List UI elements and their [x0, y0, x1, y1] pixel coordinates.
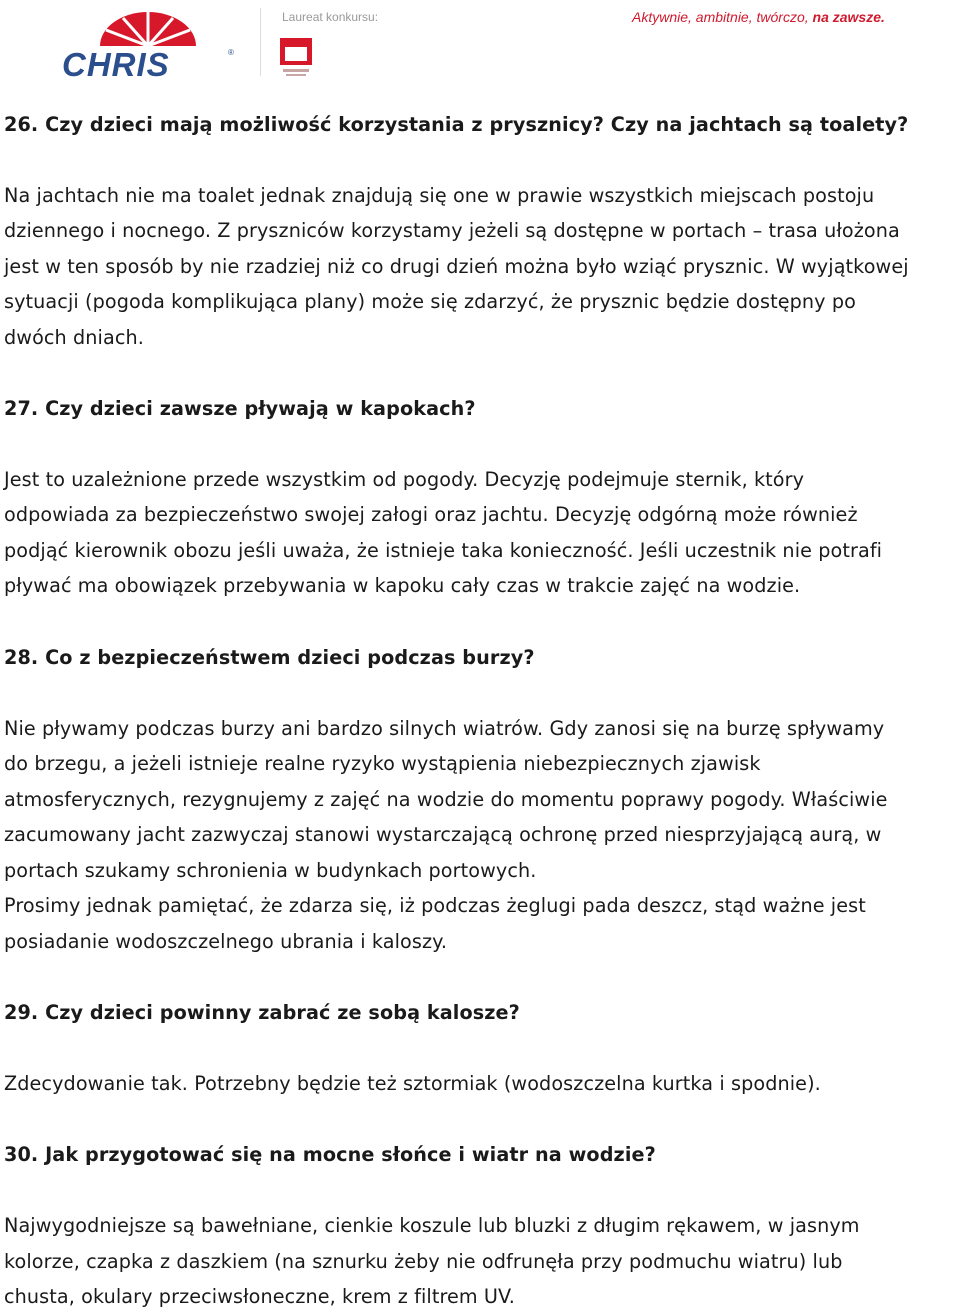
- faq-answer-line: Na jachtach nie ma toalet jednak znajdują się one w prawie wszystkich miejscach postoju: [4, 184, 875, 207]
- faq-answer-line: Nie pływamy podczas burzy ani bardzo silnych wiatrów. Gdy zanosi się na burzę spływamy: [4, 717, 885, 740]
- faq-answer-line: atmosferycznych, rezygnujemy z zajęć na wodzie do momentu poprawy pogody. Właściwie: [4, 788, 888, 811]
- registered-mark: ®: [228, 48, 234, 57]
- faq-question-26: 26. Czy dzieci mają możliwość korzystania z prysznicy? Czy na jachtach są toalety?: [4, 113, 909, 136]
- faq-answer-line: zacumowany jacht zazwyczaj stanowi wystarczającą ochronę przed niesprzyjającą aurą, w: [4, 823, 882, 846]
- faq-answer-line: portach szukamy schronienia w budynkach portowych.: [4, 859, 537, 882]
- slogan-main: Aktywnie, ambitnie, twórczo,: [632, 9, 813, 25]
- faq-answer-line: posiadanie wodoszczelnego ubrania i kaloszy.: [4, 930, 448, 953]
- faq-answer-line: do brzegu, a jeżeli istnieje realne ryzyko wystąpienia niebezpiecznych zjawisk: [4, 752, 761, 775]
- faq-answer-line: podjąć kierownik obozu jeśli uważa, że istnieje taka konieczność. Jeśli uczestnik nie potrafi: [4, 539, 883, 562]
- award-logo-icon: [280, 38, 312, 78]
- faq-answer-line: chusta, okulary przeciwsłoneczne, krem z filtrem UV.: [4, 1285, 515, 1308]
- header-divider: [260, 8, 261, 76]
- page-header: [0, 0, 960, 82]
- faq-question-29: 29. Czy dzieci powinny zabrać ze sobą kalosze?: [4, 1001, 520, 1024]
- faq-answer-line: jest w ten sposób by nie rzadziej niż co drugi dzień można było wziąć prysznic. W wyjątkowej: [4, 255, 909, 278]
- faq-question-27: 27. Czy dzieci zawsze pływają w kapokach?: [4, 397, 476, 420]
- laureat-label: Laureat konkursu:: [282, 10, 379, 24]
- faq-answer-line: kolorze, czapka z daszkiem (na sznurku żeby nie odfrunęła przy podmuchu wiatru) lub: [4, 1250, 843, 1273]
- slogan-bold: na zawsze.: [812, 9, 885, 25]
- faq-answer-line: Najwygodniejsze są bawełniane, cienkie koszule lub bluzki z długim rękawem, w jasnym: [4, 1214, 860, 1237]
- faq-answer-line: Zdecydowanie tak. Potrzebny będzie też sztormiak (wodoszczelna kurtka i spodnie).: [4, 1072, 821, 1095]
- faq-answer-line: pływać ma obowiązek przebywania w kapoku cały czas w trakcie zajęć na wodzie.: [4, 574, 801, 597]
- faq-question-30: 30. Jak przygotować się na mocne słońce i wiatr na wodzie?: [4, 1143, 656, 1166]
- faq-answer-line: Jest to uzależnione przede wszystkim od pogody. Decyzję podejmuje sternik, który: [4, 468, 805, 491]
- faq-answer-line: dwóch dniach.: [4, 326, 144, 349]
- faq-answer-line: Prosimy jednak pamiętać, że zdarza się, iż podczas żeglugi pada deszcz, stąd ważne jest: [4, 894, 866, 917]
- faq-answer-line: dziennego i nocnego. Z pryszniców korzystamy jeżeli są dostępne w portach – trasa ułożona: [4, 219, 900, 242]
- slogan: [632, 9, 885, 25]
- faq-answer-line: sytuacji (pogoda komplikująca plany) może się zdarzyć, że prysznic będzie dostępny po: [4, 290, 856, 313]
- chris-logo: [62, 6, 234, 83]
- faq-answer-line: odpowiada za bezpieczeństwo swojej załogi oraz jachtu. Decyzję odgórną może również: [4, 503, 858, 526]
- logo-wordmark: CHRIS: [62, 46, 170, 83]
- faq-question-28: 28. Co z bezpieczeństwem dzieci podczas burzy?: [4, 646, 535, 669]
